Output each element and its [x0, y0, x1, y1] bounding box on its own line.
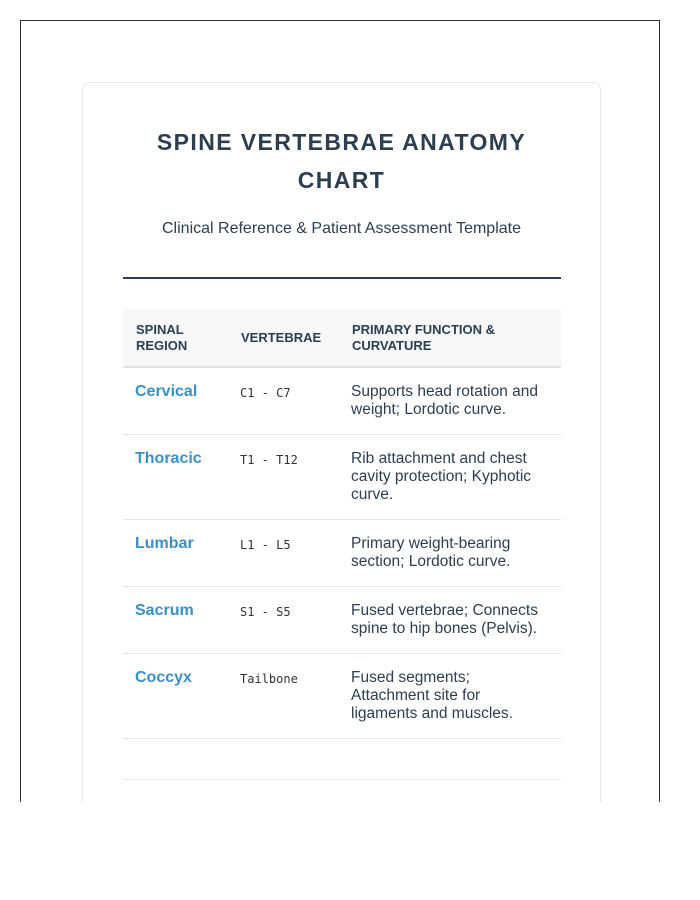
table-header — [123, 309, 561, 367]
table-row — [123, 367, 561, 435]
function-cell: Fused vertebrae; Connects spine to hip bones (Pelvis). — [339, 587, 561, 654]
chart-card — [82, 82, 601, 802]
header-spinal-region: SPINAL REGION — [123, 309, 228, 367]
function-cell: Rib attachment and chest cavity protection; Kyphotic curve. — [339, 435, 561, 520]
table-row — [123, 654, 561, 739]
page-title: SPINE VERTEBRAE ANATOMY CHART — [156, 129, 527, 193]
table-row — [123, 587, 561, 654]
table-row — [123, 520, 561, 587]
page-frame — [20, 20, 660, 802]
vertebrae-cell: S1 - S5 — [228, 587, 339, 654]
empty-cell — [339, 739, 561, 780]
region-cell: Cervical — [123, 367, 228, 435]
empty-cell — [123, 739, 228, 780]
function-cell: Supports head rotation and weight; Lordotic curve. — [339, 367, 561, 435]
region-cell: Coccyx — [123, 654, 228, 739]
function-cell: Fused segments; Attachment site for ligaments and muscles. — [339, 654, 561, 739]
page-subtitle: Clinical Reference & Patient Assessment Template — [162, 220, 521, 237]
table-row — [123, 435, 561, 520]
empty-cell — [228, 739, 339, 780]
table-body — [123, 367, 561, 780]
region-cell: Lumbar — [123, 520, 228, 587]
table-header-row — [123, 309, 561, 367]
table-row-empty — [123, 739, 561, 780]
vertebrae-cell: Tailbone — [228, 654, 339, 739]
region-cell: Thoracic — [123, 435, 228, 520]
vertebrae-cell: T1 - T12 — [228, 435, 339, 520]
vertebrae-cell: L1 - L5 — [228, 520, 339, 587]
vertebrae-cell: C1 - C7 — [228, 367, 339, 435]
function-cell: Primary weight-bearing section; Lordotic curve. — [339, 520, 561, 587]
header-primary-function: PRIMARY FUNCTION & CURVATURE — [339, 309, 561, 367]
region-cell: Sacrum — [123, 587, 228, 654]
vertebrae-table — [123, 309, 561, 780]
header-vertebrae: VERTEBRAE — [228, 309, 339, 367]
title-divider — [123, 277, 561, 279]
